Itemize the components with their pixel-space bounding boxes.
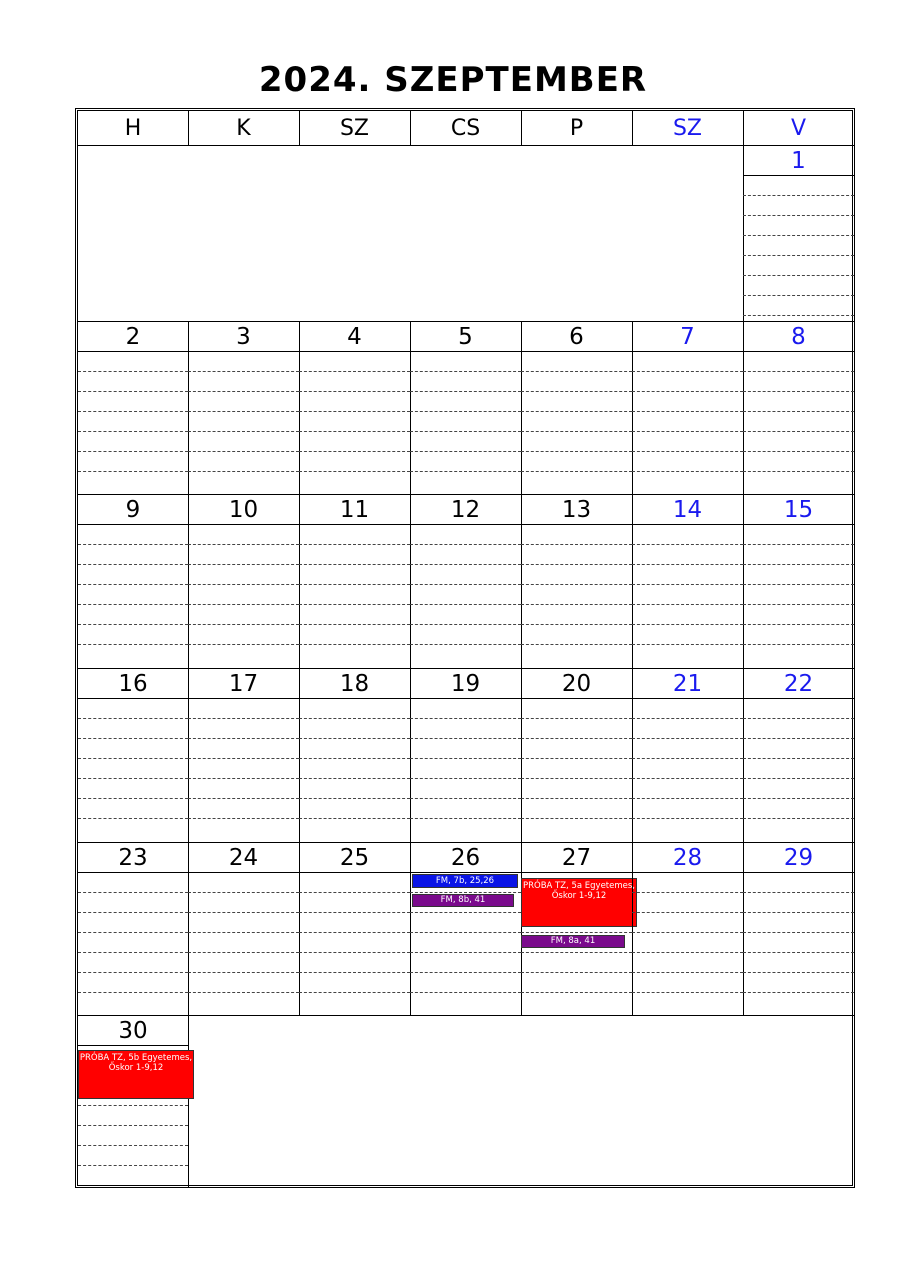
day-number: 3 xyxy=(236,324,251,350)
day-cell-25[interactable] xyxy=(299,842,410,1015)
day-cell-26[interactable] xyxy=(410,842,521,1015)
writing-line xyxy=(299,912,410,913)
writing-line xyxy=(632,932,743,933)
writing-line xyxy=(299,391,410,392)
day-number-divider xyxy=(299,698,410,699)
column-divider xyxy=(632,111,633,145)
writing-line xyxy=(410,932,521,933)
writing-line xyxy=(410,778,521,779)
writing-line xyxy=(188,564,299,565)
day-cell-6[interactable] xyxy=(521,321,632,494)
writing-line xyxy=(632,584,743,585)
writing-line xyxy=(743,564,854,565)
day-number: 15 xyxy=(783,497,814,523)
day-number: 30 xyxy=(118,1018,148,1044)
writing-line xyxy=(743,431,854,432)
writing-line xyxy=(632,564,743,565)
writing-line xyxy=(188,972,299,973)
writing-line xyxy=(188,718,299,719)
writing-line xyxy=(188,411,299,412)
day-number: 5 xyxy=(458,324,473,350)
writing-line xyxy=(632,912,743,913)
day-number: 11 xyxy=(339,497,370,523)
writing-line xyxy=(632,471,743,472)
writing-line xyxy=(743,295,854,296)
day-number-divider xyxy=(188,351,299,352)
writing-line xyxy=(632,644,743,645)
day-number-divider xyxy=(743,351,854,352)
writing-line xyxy=(299,604,410,605)
day-number-divider xyxy=(78,524,188,525)
writing-line xyxy=(521,932,632,933)
writing-line xyxy=(78,932,188,933)
writing-line xyxy=(78,604,188,605)
day-cell-18[interactable] xyxy=(299,668,410,842)
calendar-event[interactable]: PRÓBA TZ, 5a Egyetemes, Őskor 1-9,12 xyxy=(521,878,637,927)
day-number-divider xyxy=(410,872,521,873)
day-number: 21 xyxy=(672,671,703,697)
day-number-divider xyxy=(743,872,854,873)
day-number: 6 xyxy=(569,324,584,350)
writing-line xyxy=(188,758,299,759)
writing-line xyxy=(632,972,743,973)
day-number-divider xyxy=(632,524,743,525)
calendar-event[interactable]: FM, 8a, 41 xyxy=(521,935,625,948)
writing-line xyxy=(188,544,299,545)
weekday-header: V xyxy=(790,116,807,141)
writing-line xyxy=(410,431,521,432)
writing-line xyxy=(299,952,410,953)
column-divider xyxy=(743,111,744,145)
writing-line xyxy=(743,235,854,236)
writing-line xyxy=(78,718,188,719)
writing-line xyxy=(188,798,299,799)
day-number-divider xyxy=(188,698,299,699)
day-number-divider xyxy=(743,524,854,525)
day-number: 12 xyxy=(450,497,481,523)
day-cell-7[interactable] xyxy=(632,321,743,494)
writing-line xyxy=(410,391,521,392)
writing-line xyxy=(632,758,743,759)
writing-line xyxy=(410,818,521,819)
writing-line xyxy=(188,391,299,392)
writing-line xyxy=(78,391,188,392)
day-number-divider xyxy=(521,872,632,873)
calendar-event[interactable]: FM, 8b, 41 xyxy=(412,894,514,907)
day-number: 7 xyxy=(680,324,695,350)
day-cell-23[interactable] xyxy=(78,842,188,1015)
writing-line xyxy=(299,972,410,973)
writing-line xyxy=(78,584,188,585)
writing-line xyxy=(632,371,743,372)
week-divider xyxy=(410,1015,521,1016)
column-divider xyxy=(521,111,522,145)
day-number: 20 xyxy=(561,671,592,697)
writing-line xyxy=(743,644,854,645)
writing-line xyxy=(78,818,188,819)
day-number: 18 xyxy=(339,671,370,697)
writing-line xyxy=(632,431,743,432)
writing-line xyxy=(188,912,299,913)
day-cell-1[interactable] xyxy=(743,145,854,321)
writing-line xyxy=(78,1125,188,1126)
week-divider xyxy=(632,1015,743,1016)
writing-line xyxy=(521,451,632,452)
writing-line xyxy=(743,624,854,625)
day-number-divider xyxy=(410,351,521,352)
writing-line xyxy=(299,451,410,452)
day-number-divider xyxy=(78,698,188,699)
writing-line xyxy=(78,471,188,472)
writing-line xyxy=(632,604,743,605)
weekday-header: H xyxy=(124,116,142,141)
writing-line xyxy=(299,584,410,585)
day-number: 16 xyxy=(118,671,148,697)
weekday-header: SZ xyxy=(339,116,370,141)
writing-line xyxy=(188,431,299,432)
writing-line xyxy=(632,718,743,719)
writing-line xyxy=(521,544,632,545)
writing-line xyxy=(188,584,299,585)
writing-line xyxy=(410,892,521,893)
day-number: 25 xyxy=(339,845,370,871)
writing-line xyxy=(743,315,854,316)
day-number-divider xyxy=(188,524,299,525)
writing-line xyxy=(78,952,188,953)
writing-line xyxy=(410,738,521,739)
weekday-header: CS xyxy=(450,116,481,141)
day-cell-10[interactable] xyxy=(188,494,299,668)
weekday-header: P xyxy=(569,116,584,141)
writing-line xyxy=(632,952,743,953)
day-number: 13 xyxy=(561,497,592,523)
writing-line xyxy=(521,471,632,472)
writing-line xyxy=(521,644,632,645)
writing-line xyxy=(632,738,743,739)
calendar-event[interactable]: FM, 7b, 25,26 xyxy=(412,874,518,888)
weekday-header: K xyxy=(236,116,251,141)
writing-line xyxy=(188,932,299,933)
calendar-title: 2024. SZEPTEMBER xyxy=(258,60,648,100)
day-cell-14[interactable] xyxy=(632,494,743,668)
day-number-divider xyxy=(632,698,743,699)
day-number: 10 xyxy=(228,497,259,523)
writing-line xyxy=(78,564,188,565)
writing-line xyxy=(521,604,632,605)
writing-line xyxy=(743,778,854,779)
writing-line xyxy=(743,471,854,472)
writing-line xyxy=(299,371,410,372)
writing-line xyxy=(299,544,410,545)
writing-line xyxy=(743,391,854,392)
writing-line xyxy=(521,584,632,585)
writing-line xyxy=(410,992,521,993)
day-cell-30[interactable] xyxy=(78,1015,193,1187)
day-number: 19 xyxy=(450,671,481,697)
writing-line xyxy=(743,604,854,605)
writing-line xyxy=(78,758,188,759)
writing-line xyxy=(521,624,632,625)
day-cell-17[interactable] xyxy=(188,668,299,842)
day-cell-12[interactable] xyxy=(410,494,521,668)
writing-line xyxy=(521,411,632,412)
writing-line xyxy=(743,215,854,216)
writing-line xyxy=(410,451,521,452)
header-divider xyxy=(78,145,854,146)
writing-line xyxy=(188,738,299,739)
day-cell-11[interactable] xyxy=(299,494,410,668)
day-number-divider xyxy=(299,524,410,525)
week-divider xyxy=(299,1015,410,1016)
writing-line xyxy=(743,451,854,452)
day-cell-27[interactable] xyxy=(521,842,636,1015)
day-number-divider xyxy=(188,872,299,873)
writing-line xyxy=(632,391,743,392)
day-cell-3[interactable] xyxy=(188,321,299,494)
writing-line xyxy=(743,912,854,913)
writing-line xyxy=(632,544,743,545)
day-cell-5[interactable] xyxy=(410,321,521,494)
writing-line xyxy=(188,604,299,605)
writing-line xyxy=(410,604,521,605)
day-number-divider xyxy=(78,351,188,352)
writing-line xyxy=(188,952,299,953)
writing-line xyxy=(521,758,632,759)
day-number: 24 xyxy=(228,845,259,871)
day-number: 28 xyxy=(672,845,703,871)
writing-line xyxy=(743,255,854,256)
day-number: 2 xyxy=(125,324,141,350)
writing-line xyxy=(410,371,521,372)
writing-line xyxy=(743,738,854,739)
writing-line xyxy=(78,451,188,452)
writing-line xyxy=(78,912,188,913)
day-cell-29[interactable] xyxy=(743,842,854,1015)
writing-line xyxy=(299,431,410,432)
day-cell-13[interactable] xyxy=(521,494,632,668)
day-number-divider xyxy=(632,872,743,873)
week-divider xyxy=(521,1015,632,1016)
writing-line xyxy=(188,778,299,779)
day-cell-20[interactable] xyxy=(521,668,632,842)
writing-line xyxy=(410,544,521,545)
writing-line xyxy=(410,564,521,565)
writing-line xyxy=(743,371,854,372)
day-cell-4[interactable] xyxy=(299,321,410,494)
writing-line xyxy=(743,195,854,196)
writing-line xyxy=(410,798,521,799)
writing-line xyxy=(743,992,854,993)
day-cell-21[interactable] xyxy=(632,668,743,842)
writing-line xyxy=(632,892,743,893)
writing-line xyxy=(632,818,743,819)
day-cell-15[interactable] xyxy=(743,494,854,668)
day-number-divider xyxy=(632,351,743,352)
day-number-divider xyxy=(78,1045,188,1046)
writing-line xyxy=(188,644,299,645)
writing-line xyxy=(299,932,410,933)
writing-line xyxy=(299,624,410,625)
writing-line xyxy=(743,584,854,585)
day-number-divider xyxy=(410,524,521,525)
writing-line xyxy=(78,972,188,973)
writing-line xyxy=(743,544,854,545)
writing-line xyxy=(299,892,410,893)
writing-line xyxy=(299,718,410,719)
day-number-divider xyxy=(299,351,410,352)
day-number: 27 xyxy=(561,845,592,871)
writing-line xyxy=(299,738,410,739)
writing-line xyxy=(188,818,299,819)
writing-line xyxy=(521,972,632,973)
writing-line xyxy=(410,471,521,472)
writing-line xyxy=(188,992,299,993)
day-number-divider xyxy=(78,872,188,873)
writing-line xyxy=(521,992,632,993)
writing-line xyxy=(78,1165,188,1166)
week-divider xyxy=(743,1015,854,1016)
writing-line xyxy=(743,972,854,973)
writing-line xyxy=(632,778,743,779)
writing-line xyxy=(632,451,743,452)
writing-line xyxy=(78,544,188,545)
writing-line xyxy=(521,952,632,953)
column-divider xyxy=(188,111,189,145)
writing-line xyxy=(521,738,632,739)
writing-line xyxy=(188,451,299,452)
writing-line xyxy=(78,738,188,739)
writing-line xyxy=(299,564,410,565)
writing-line xyxy=(521,371,632,372)
writing-line xyxy=(521,718,632,719)
day-number-divider xyxy=(743,175,854,176)
writing-line xyxy=(299,992,410,993)
day-cell-8[interactable] xyxy=(743,321,854,494)
writing-line xyxy=(743,758,854,759)
column-divider xyxy=(299,111,300,145)
writing-line xyxy=(521,431,632,432)
day-cell-24[interactable] xyxy=(188,842,299,1015)
day-cell-19[interactable] xyxy=(410,668,521,842)
day-number: 4 xyxy=(347,324,362,350)
writing-line xyxy=(743,718,854,719)
day-number: 23 xyxy=(118,845,148,871)
writing-line xyxy=(78,1105,188,1106)
writing-line xyxy=(299,411,410,412)
writing-line xyxy=(521,778,632,779)
writing-line xyxy=(410,644,521,645)
writing-line xyxy=(188,892,299,893)
calendar-grid xyxy=(77,110,853,1186)
writing-line xyxy=(632,798,743,799)
writing-line xyxy=(743,932,854,933)
day-cell-2[interactable] xyxy=(78,321,188,494)
day-number-divider xyxy=(743,698,854,699)
writing-line xyxy=(78,778,188,779)
day-number: 9 xyxy=(125,497,141,523)
writing-line xyxy=(632,624,743,625)
day-number: 26 xyxy=(450,845,481,871)
writing-line xyxy=(299,798,410,799)
writing-line xyxy=(188,624,299,625)
writing-line xyxy=(410,952,521,953)
writing-line xyxy=(410,972,521,973)
writing-line xyxy=(78,1145,188,1146)
writing-line xyxy=(299,644,410,645)
weekday-header: SZ xyxy=(672,116,703,141)
writing-line xyxy=(521,391,632,392)
writing-line xyxy=(78,644,188,645)
day-number-divider xyxy=(299,872,410,873)
day-number: 17 xyxy=(228,671,259,697)
writing-line xyxy=(78,411,188,412)
writing-line xyxy=(78,892,188,893)
writing-line xyxy=(78,992,188,993)
day-number: 22 xyxy=(783,671,814,697)
day-number-divider xyxy=(521,351,632,352)
writing-line xyxy=(299,758,410,759)
writing-line xyxy=(743,952,854,953)
day-number: 14 xyxy=(672,497,703,523)
writing-line xyxy=(632,992,743,993)
writing-line xyxy=(743,798,854,799)
column-divider xyxy=(410,111,411,145)
writing-line xyxy=(299,818,410,819)
writing-line xyxy=(188,471,299,472)
writing-line xyxy=(632,411,743,412)
writing-line xyxy=(78,371,188,372)
writing-line xyxy=(78,431,188,432)
writing-line xyxy=(743,892,854,893)
day-cell-9[interactable] xyxy=(78,494,188,668)
writing-line xyxy=(410,411,521,412)
day-number-divider xyxy=(521,524,632,525)
day-number-divider xyxy=(521,698,632,699)
week-divider xyxy=(188,1015,299,1016)
day-number: 8 xyxy=(791,324,806,350)
day-cell-22[interactable] xyxy=(743,668,854,842)
day-number: 1 xyxy=(791,148,806,174)
writing-line xyxy=(299,778,410,779)
writing-line xyxy=(410,758,521,759)
writing-line xyxy=(78,798,188,799)
writing-line xyxy=(410,718,521,719)
writing-line xyxy=(743,818,854,819)
day-cell-28[interactable] xyxy=(632,842,743,1015)
writing-line xyxy=(410,584,521,585)
day-number-divider xyxy=(410,698,521,699)
writing-line xyxy=(188,371,299,372)
day-cell-border xyxy=(188,1015,189,1187)
writing-line xyxy=(521,564,632,565)
writing-line xyxy=(410,624,521,625)
writing-line xyxy=(78,624,188,625)
writing-line xyxy=(521,798,632,799)
calendar-event[interactable]: PRÓBA TZ, 5b Egyetemes, Őskor 1-9,12 xyxy=(78,1050,194,1099)
writing-line xyxy=(743,275,854,276)
writing-line xyxy=(743,411,854,412)
writing-line xyxy=(299,471,410,472)
writing-line xyxy=(410,912,521,913)
day-number: 29 xyxy=(783,845,814,871)
day-cell-16[interactable] xyxy=(78,668,188,842)
writing-line xyxy=(521,818,632,819)
